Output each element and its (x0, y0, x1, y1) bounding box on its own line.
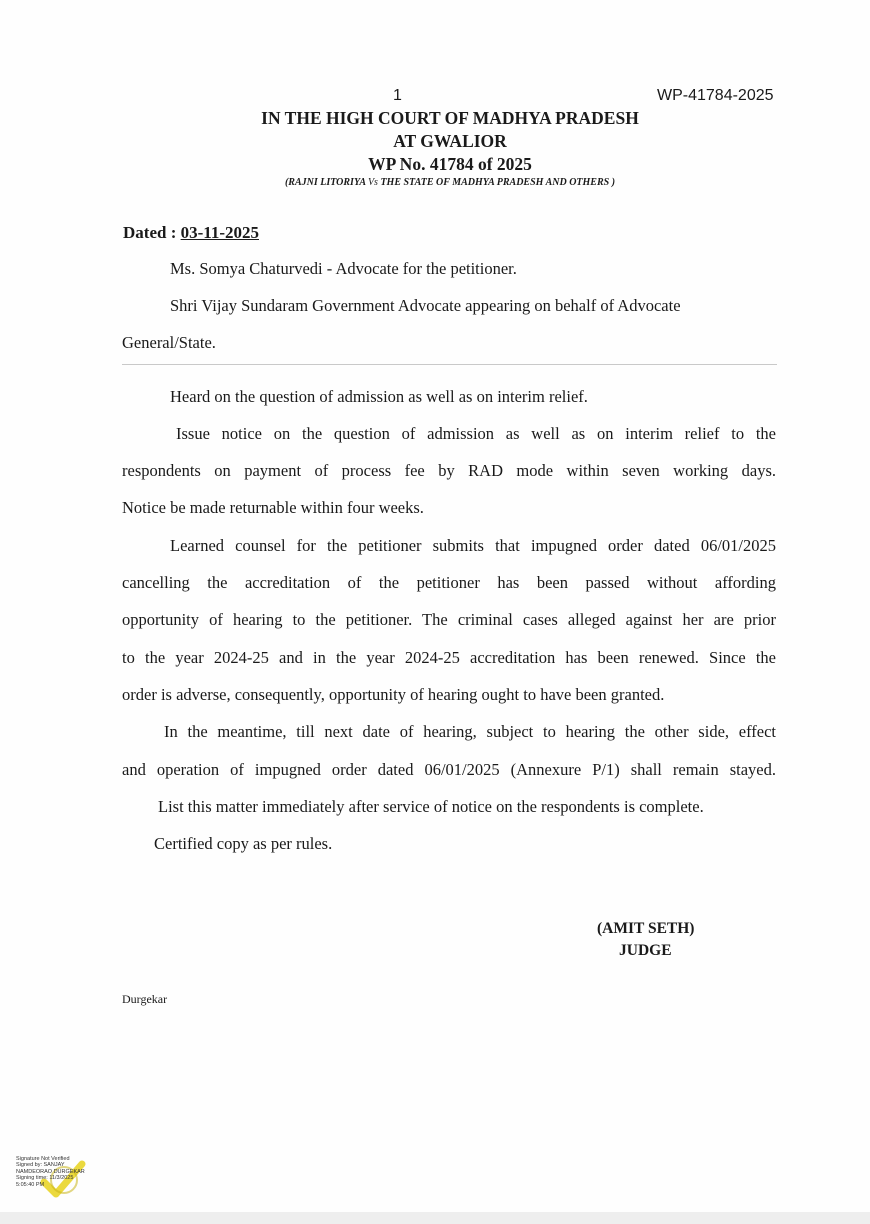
order-date-value: 03-11-2025 (180, 223, 259, 242)
party-respondent: THE STATE OF MADHYA PRADESH AND OTHERS ) (380, 177, 616, 188)
order-line: Notice be made returnable within four weeks. (122, 498, 424, 517)
order-date-label: Dated : (123, 223, 181, 242)
order-line: cancelling the accreditation of the petitioner has been passed without affording (122, 573, 776, 592)
order-line: Issue notice on the question of admission as well as on interim relief to the (176, 424, 776, 443)
sig-time: Signing time: 11/3/2025 (16, 1175, 74, 1182)
sig-clock: 5:05:40 PM (16, 1181, 45, 1188)
court-name: IN THE HIGH COURT OF MADHYA PRADESH (261, 108, 639, 128)
sig-signer-name: NAMDEORAO DURGEKAR (16, 1168, 85, 1175)
order-line: order is adverse, consequently, opportunity of hearing ought to have been granted. (122, 685, 665, 704)
party-petitioner: (RAJNI LITORIYA (284, 177, 366, 188)
order-line: and operation of impugned order dated 06/01/2025 (Annexure P/1) shall remain stayed. (122, 760, 776, 779)
sig-status: Signature Not Verified (16, 1156, 70, 1162)
party-vs: Vs (367, 177, 378, 188)
digital-signature-stamp (16, 1156, 136, 1204)
judge-title: JUDGE (619, 942, 672, 959)
appearance-state-cont: General/State. (122, 333, 216, 352)
page-bottom-band (0, 1212, 870, 1224)
order-line: Certified copy as per rules. (154, 834, 333, 853)
order-date (123, 223, 259, 243)
divider (122, 364, 777, 365)
stenographer-name: Durgekar (122, 992, 168, 1006)
case-reference: WP-41784-2025 (657, 87, 774, 104)
order-line: Heard on the question of admission as well as on interim relief. (170, 387, 588, 406)
case-parties (0, 177, 870, 188)
sig-signer: Signed by: SANJAY (16, 1162, 65, 1169)
appearance-petitioner: Ms. Somya Chaturvedi - Advocate for the petitioner. (170, 259, 517, 278)
judge-name: (AMIT SETH) (597, 920, 695, 937)
order-line: In the meantime, till next date of hearing, subject to hearing the other side, effect (164, 722, 776, 741)
order-line: opportunity of hearing to the petitioner. The criminal cases alleged against her are prior (122, 610, 776, 629)
appearance-state: Shri Vijay Sundaram Government Advocate appearing on behalf of Advocate (170, 296, 681, 315)
order-line: List this matter immediately after service of notice on the respondents is complete. (158, 797, 704, 816)
page-number: 1 (393, 87, 402, 104)
order-line: Learned counsel for the petitioner submits that impugned order dated 06/01/2025 (170, 536, 776, 555)
case-number: WP No. 41784 of 2025 (368, 154, 532, 174)
order-line: respondents on payment of process fee by RAD mode within seven working days. (122, 461, 776, 480)
order-line: to the year 2024-25 and in the year 2024-25 accreditation has been renewed. Since the (122, 648, 776, 667)
court-bench: AT GWALIOR (393, 131, 507, 151)
